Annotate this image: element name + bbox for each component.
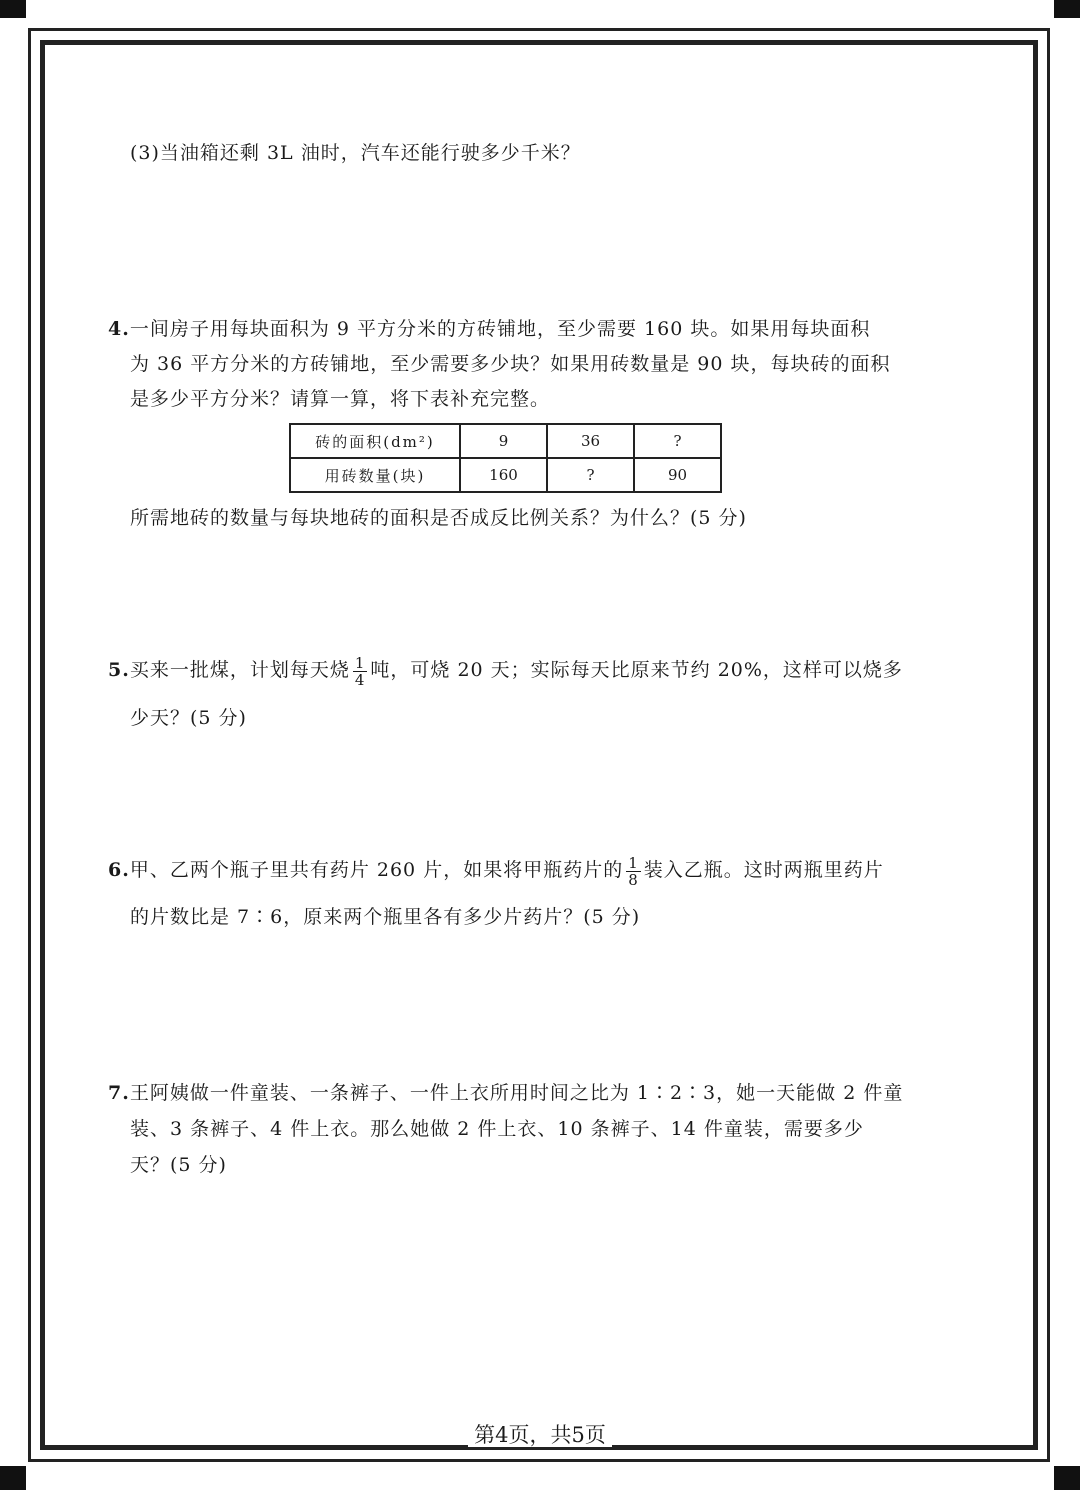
q4-number: 4.: [108, 318, 130, 340]
fraction-one-eighth: [626, 855, 641, 888]
q5-text-post: 吨，可烧 20 天；实际每天比原来节约 20%，这样可以烧多: [370, 659, 903, 681]
q6-text-pre: 甲、乙两个瓶子里共有药片 260 片，如果将甲瓶药片的: [129, 859, 624, 881]
corner-mark-top-left: [0, 0, 26, 18]
q5-line2: 少天？(5 分): [130, 707, 247, 729]
table-cell: ?: [634, 424, 721, 458]
q4-follow-up: 所需地砖的数量与每块地砖的面积是否成反比例关系？为什么？(5 分): [130, 507, 747, 529]
q6-number: 6.: [108, 859, 130, 881]
q4-line2: 为 36 平方分米的方砖铺地，至少需要多少块？如果用砖数量是 90 块，每块砖的面积: [130, 353, 891, 375]
corner-mark-bottom-right: [1054, 1466, 1080, 1490]
fraction-numerator: 1: [628, 853, 639, 872]
q4-text-line1: 一间房子用每块面积为 9 平方分米的方砖铺地，至少需要 160 块。如果用每块面积: [129, 318, 871, 340]
fraction-denominator: 4: [354, 670, 366, 689]
q7-line3: 天？(5 分): [130, 1154, 227, 1176]
table-cell: 36: [547, 424, 634, 458]
q4-line3: 是多少平方分米？请算一算，将下表补充完整。: [130, 388, 551, 410]
corner-mark-top-right: [1054, 0, 1080, 18]
page-border-inner: [40, 40, 1038, 1450]
page-number: 第4页，共5页: [468, 1423, 612, 1447]
table-cell: 90: [634, 458, 721, 492]
fraction-denominator: 8: [628, 870, 639, 889]
table-cell: 160: [460, 458, 547, 492]
fraction-one-quarter: [353, 655, 368, 688]
q5-text-pre: 买来一批煤，计划每天烧: [129, 659, 350, 681]
q3-subquestion: (3)当油箱还剩 3L 油时，汽车还能行驶多少千米？: [130, 142, 581, 164]
q4-line1: [108, 311, 870, 347]
q7-line1: [108, 1075, 903, 1111]
q6-text-post: 装入乙瓶。这时两瓶里药片: [643, 859, 884, 881]
table-row: [290, 424, 721, 458]
q5-number: 5.: [108, 659, 130, 681]
table-row-head-area: 砖的面积(dm²): [290, 424, 460, 458]
q6-line2: 的片数比是 7∶6，原来两个瓶里各有多少片药片？(5 分): [130, 906, 641, 928]
q7-line2: 装、3 条裤子、4 件上衣。那么她做 2 件上衣、10 条裤子、14 件童装，需要多少: [130, 1118, 864, 1140]
tile-table: [289, 423, 722, 493]
q7-number: 7.: [108, 1082, 130, 1104]
q7-text-line1: 王阿姨做一件童装、一条裤子、一件上衣所用时间之比为 1∶2∶3，她一天能做 2 件童: [129, 1082, 904, 1104]
table-cell: 9: [460, 424, 547, 458]
q6-line1: [108, 852, 884, 888]
q5-line1: [108, 652, 903, 688]
table-row-head-count: 用砖数量(块): [290, 458, 460, 492]
table-cell: ?: [547, 458, 634, 492]
fraction-numerator: 1: [354, 653, 366, 672]
table-row: [290, 458, 721, 492]
corner-mark-bottom-left: [0, 1466, 26, 1490]
page-footer: [0, 1420, 1080, 1450]
